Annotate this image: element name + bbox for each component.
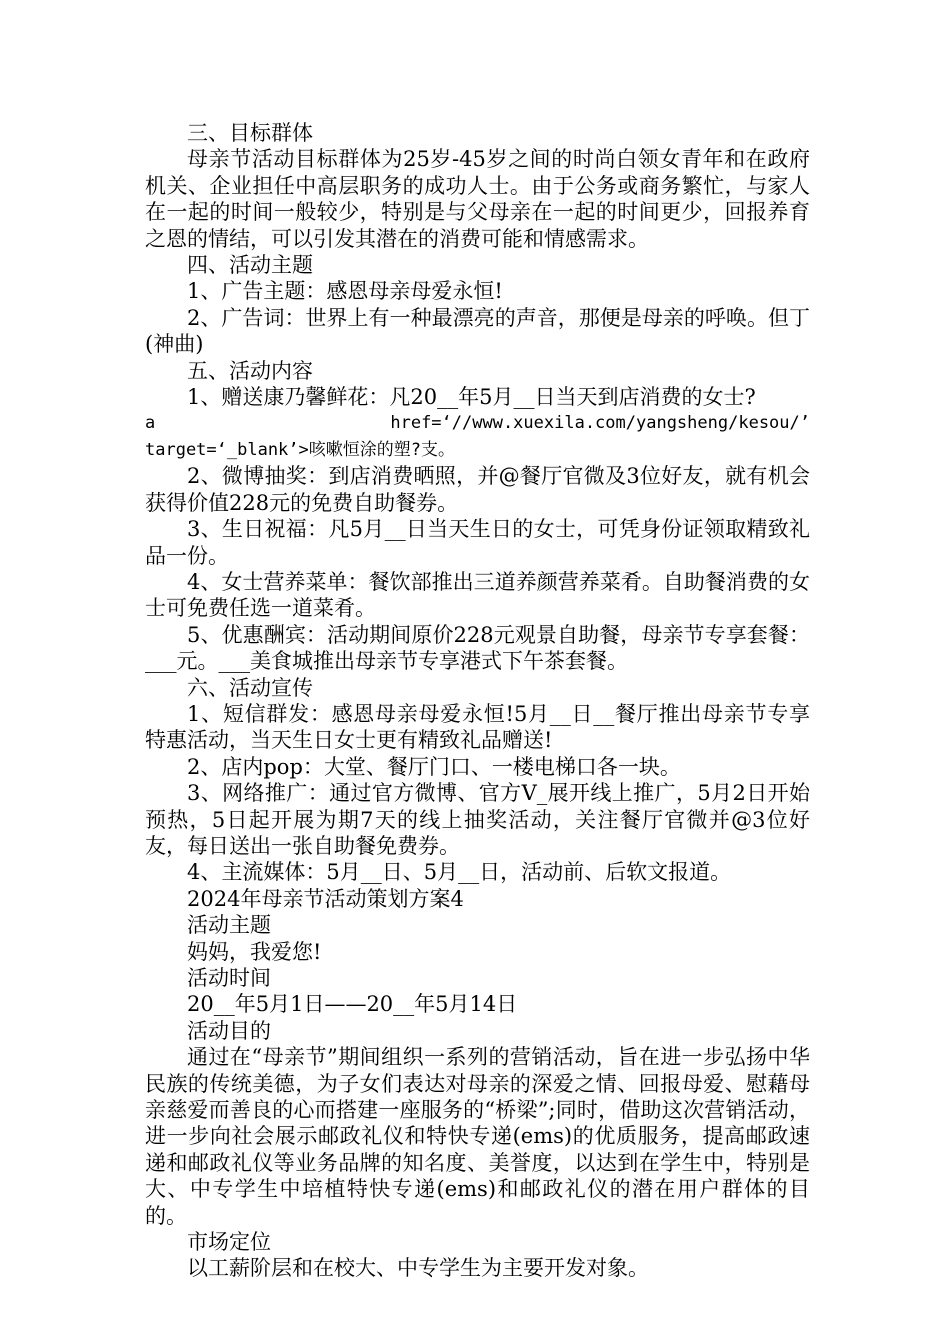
list-item: 2、店内pop：大堂、餐厅门口、一楼电梯口各一块。 [187,754,681,779]
list-item: 5、优惠酬宾：活动期间原价228元观景自助餐，母亲节专享套餐：___元。___美食城推出母亲节专享港式下午茶套餐。 [145,622,810,674]
time-value: 20__年5月1日——20__年5月14日 [187,992,518,1017]
document-body [145,120,810,1282]
subheading: 活动目的 [187,1018,271,1043]
paragraph: 以工薪阶层和在校大、中专学生为主要开发对象。 [187,1256,649,1281]
link-rest-text: target=‘_blank’>咳嗽恒涂的塑?支。 [145,439,455,460]
list-item: 3、生日祝福：凡5月__日当天生日的女士，可凭身份证领取精致礼品一份。 [145,517,810,568]
paragraph: 母亲节活动目标群体为25岁-45岁之间的时尚白领女青年和在政府机关、企业担任中高层职务的成功人士。由于公务或商务繁忙，与家人在一起的时间一般较少，特别是与父母亲在一起的时间更少，回报养育之恩的情结，可以引发其潜在的消费可能和情感需求。 [145,147,810,251]
theme-value: 妈妈，我爱您! [187,939,322,964]
section-heading: 四、活动主题 [187,253,313,278]
subheading: 市场定位 [187,1230,271,1255]
list-item: 1、短信群发：感恩母亲母爱永恒!5月__日__餐厅推出母亲节专享特惠活动，当天生日女士更有精致礼品赠送! [145,701,810,753]
list-item: 4、主流媒体：5月__日、5月__日，活动前、后软文报道。 [187,860,732,885]
subheading: 活动时间 [187,966,271,990]
plan-title: 2024年母亲节活动策划方案4 [187,886,464,911]
link-a-text: a [145,413,156,434]
section-heading: 五、活动内容 [187,358,313,383]
list-item: 4、女士营养菜单：餐饮部推出三道养颜营养菜肴。自助餐消费的女士可免费任选一道菜肴。 [145,569,810,621]
link-href-text: href=‘//www.xuexila.com/yangsheng/kesou/’ [390,413,810,434]
subheading: 活动主题 [187,913,271,938]
list-item: 1、赠送康乃馨鲜花：凡20__年5月__日当天到店消费的女士? [187,385,756,410]
list-item: 1、广告主题：感恩母亲母爱永恒! [187,279,503,304]
section-heading: 六、活动宣传 [187,675,313,700]
list-item: 3、网络推广：通过官方微博、官方V_展开线上推广，5月2日开始预热，5日起开展为期7天的线上抽奖活动，关注餐厅官微并@3位好友，每日送出一张自助餐免费券。 [145,781,810,858]
list-item: 2、微博抽奖：到店消费晒照，并@餐厅官微及3位好友，就有机会获得价值228元的免费自助餐券。 [145,464,810,515]
section-heading: 三、目标群体 [187,121,313,145]
paragraph: 通过在“母亲节”期间组织一系列的营销活动，旨在进一步弘扬中华民族的传统美德，为子女们表达对母亲的深爱之情、回报母爱、慰藉母亲慈爱而善良的心而搭建一座服务的“桥梁”;同时，借助这次营销活动，进一步向社会展示邮政礼仪和特快专递(ems)的优质服务，提高邮政速递和邮政礼仪等业务品牌的知名度、美誉度，以达到在学生中，特别是大、中专学生中培植特快专递(ems)和邮政礼仪的潜在用户群体的目的。 [145,1045,810,1228]
list-item: 2、广告词：世界上有一种最漂亮的声音，那便是母亲的呼唤。但丁(神曲) [145,305,810,357]
raw-link-text [145,410,810,463]
